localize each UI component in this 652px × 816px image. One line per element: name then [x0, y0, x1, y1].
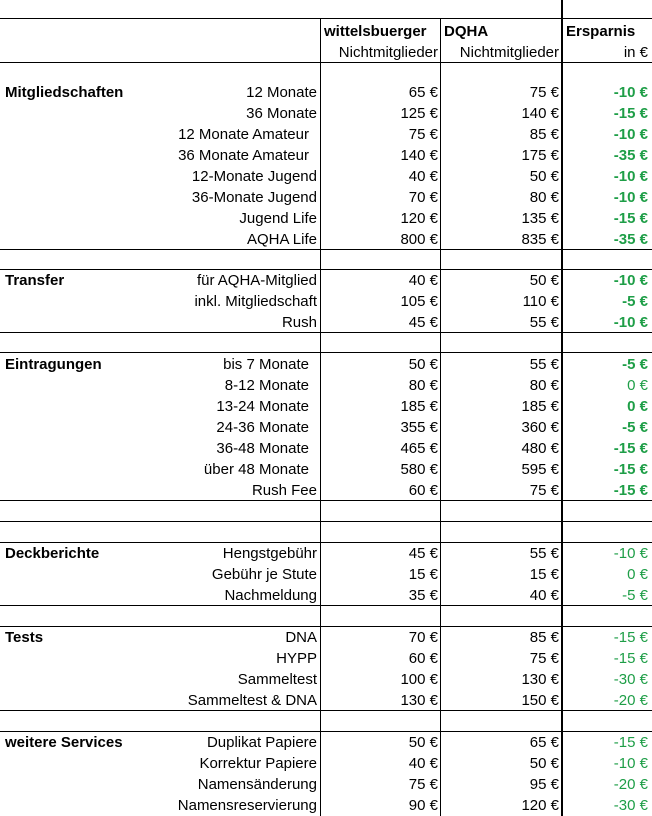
price-wittelsbuerger: 40 € [408, 272, 438, 289]
row-border [0, 18, 652, 19]
price-wittelsbuerger: 60 € [408, 482, 438, 499]
price-wittelsbuerger: 140 € [400, 147, 438, 164]
savings-value: -10 € [613, 545, 648, 562]
price-wittelsbuerger: 800 € [400, 231, 438, 248]
row-label: DNA [285, 629, 317, 646]
row-label: 8-12 Monate [224, 377, 309, 394]
savings-value: -10 € [613, 314, 648, 331]
price-wittelsbuerger: 185 € [400, 398, 438, 415]
col2-subtitle: Nichtmitglieder [459, 44, 559, 61]
savings-value: 0 € [627, 566, 648, 583]
price-dqha: 135 € [521, 210, 559, 227]
row-label: AQHA Life [246, 231, 317, 248]
price-dqha: 50 € [529, 168, 559, 185]
price-wittelsbuerger: 75 € [408, 776, 438, 793]
row-label: Gebühr je Stute [211, 566, 317, 583]
savings-value: -35 € [613, 231, 648, 248]
section-title: Mitgliedschaften [5, 84, 124, 101]
price-dqha: 185 € [521, 398, 559, 415]
price-dqha: 85 € [529, 629, 559, 646]
section-title: weitere Services [5, 734, 123, 751]
price-dqha: 80 € [529, 377, 559, 394]
row-label: für AQHA-Mitglied [196, 272, 317, 289]
row-label: Nachmeldung [224, 587, 317, 604]
price-dqha: 175 € [521, 147, 559, 164]
price-dqha: 65 € [529, 734, 559, 751]
price-wittelsbuerger: 105 € [400, 293, 438, 310]
price-dqha: 595 € [521, 461, 559, 478]
price-dqha: 40 € [529, 587, 559, 604]
section-title: Eintragungen [5, 356, 102, 373]
price-dqha: 85 € [529, 126, 559, 143]
row-border [0, 62, 652, 63]
row-label: 13-24 Monate [216, 398, 309, 415]
price-dqha: 15 € [529, 566, 559, 583]
price-wittelsbuerger: 75 € [408, 126, 438, 143]
price-wittelsbuerger: 40 € [408, 755, 438, 772]
price-wittelsbuerger: 90 € [408, 797, 438, 814]
savings-value: -30 € [613, 671, 648, 688]
price-dqha: 110 € [522, 293, 559, 310]
row-label: Namensänderung [197, 776, 317, 793]
savings-value: -5 € [622, 356, 648, 373]
price-wittelsbuerger: 45 € [408, 545, 438, 562]
price-wittelsbuerger: 125 € [400, 105, 438, 122]
price-wittelsbuerger: 120 € [400, 210, 438, 227]
row-label: Jugend Life [239, 210, 317, 227]
section-title: Tests [5, 629, 44, 646]
col3-title: Ersparnis [566, 23, 636, 40]
price-wittelsbuerger: 35 € [408, 587, 438, 604]
col1-subtitle: Nichtmitglieder [338, 44, 438, 61]
row-label: 12 Monate Amateur [178, 126, 309, 143]
price-wittelsbuerger: 60 € [408, 650, 438, 667]
row-label: 36-48 Monate [216, 440, 309, 457]
price-dqha: 835 € [521, 231, 559, 248]
row-label: 36-Monate Jugend [191, 189, 317, 206]
price-dqha: 75 € [529, 650, 559, 667]
row-border [0, 352, 652, 353]
price-dqha: 55 € [529, 314, 559, 331]
price-dqha: 75 € [529, 84, 559, 101]
section-title: Transfer [5, 272, 65, 289]
savings-value: -15 € [613, 461, 648, 478]
savings-value: -15 € [613, 440, 648, 457]
row-label: über 48 Monate [203, 461, 309, 478]
col2-title: DQHA [444, 23, 489, 40]
price-wittelsbuerger: 100 € [400, 671, 438, 688]
savings-value: -30 € [613, 797, 648, 814]
savings-value: -15 € [613, 210, 648, 227]
price-wittelsbuerger: 580 € [400, 461, 438, 478]
price-dqha: 80 € [529, 189, 559, 206]
savings-value: -10 € [613, 272, 648, 289]
price-dqha: 360 € [521, 419, 559, 436]
price-wittelsbuerger: 70 € [408, 629, 438, 646]
price-wittelsbuerger: 70 € [408, 189, 438, 206]
savings-value: -10 € [613, 755, 648, 772]
price-wittelsbuerger: 465 € [400, 440, 438, 457]
savings-value: -10 € [613, 189, 648, 206]
savings-value: -10 € [613, 126, 648, 143]
price-wittelsbuerger: 45 € [408, 314, 438, 331]
price-wittelsbuerger: 65 € [408, 84, 438, 101]
savings-value: -10 € [613, 168, 648, 185]
savings-value: 0 € [627, 377, 648, 394]
price-dqha: 55 € [529, 545, 559, 562]
row-label: Namensreservierung [177, 797, 317, 814]
price-wittelsbuerger: 50 € [408, 734, 438, 751]
column-border [561, 0, 563, 816]
price-wittelsbuerger: 355 € [400, 419, 438, 436]
row-label: inkl. Mitgliedschaft [194, 293, 317, 310]
row-label: bis 7 Monate [223, 356, 309, 373]
row-label: HYPP [276, 650, 317, 667]
price-dqha: 150 € [521, 692, 559, 709]
row-label: Sammeltest [237, 671, 317, 688]
row-label: Rush [281, 314, 317, 331]
savings-value: -20 € [613, 776, 648, 793]
price-wittelsbuerger: 50 € [408, 356, 438, 373]
col3-subtitle: in € [623, 44, 648, 61]
row-label: 12-Monate Jugend [191, 168, 317, 185]
price-dqha: 50 € [529, 272, 559, 289]
price-wittelsbuerger: 80 € [408, 377, 438, 394]
price-wittelsbuerger: 130 € [400, 692, 438, 709]
savings-value: -15 € [613, 734, 648, 751]
row-label: Korrektur Papiere [199, 755, 317, 772]
savings-value: -5 € [622, 587, 648, 604]
savings-value: -10 € [613, 84, 648, 101]
savings-value: -15 € [613, 629, 648, 646]
savings-value: -20 € [613, 692, 648, 709]
savings-value: -15 € [613, 105, 648, 122]
row-label: Hengstgebühr [222, 545, 317, 562]
price-dqha: 480 € [521, 440, 559, 457]
row-label: 36 Monate [246, 105, 317, 122]
savings-value: -35 € [613, 147, 648, 164]
column-border [440, 18, 441, 816]
row-label: 36 Monate Amateur [178, 147, 309, 164]
price-dqha: 140 € [521, 105, 559, 122]
price-dqha: 75 € [529, 482, 559, 499]
savings-value: -5 € [622, 293, 648, 310]
row-label: Sammeltest & DNA [187, 692, 317, 709]
savings-value: -15 € [613, 650, 648, 667]
row-label: 12 Monate [246, 84, 317, 101]
row-label: Rush Fee [251, 482, 317, 499]
section-title: Deckberichte [5, 545, 100, 562]
row-border [0, 521, 652, 522]
price-dqha: 130 € [521, 671, 559, 688]
savings-value: 0 € [627, 398, 648, 415]
price-dqha: 95 € [529, 776, 559, 793]
price-wittelsbuerger: 40 € [408, 168, 438, 185]
savings-value: -5 € [622, 419, 648, 436]
row-label: 24-36 Monate [216, 419, 309, 436]
col1-title: wittelsbuerger [324, 23, 427, 40]
row-label: Duplikat Papiere [206, 734, 317, 751]
price-dqha: 50 € [529, 755, 559, 772]
price-dqha: 120 € [521, 797, 559, 814]
price-dqha: 55 € [529, 356, 559, 373]
column-border [320, 18, 321, 816]
price-wittelsbuerger: 15 € [408, 566, 438, 583]
savings-value: -15 € [613, 482, 648, 499]
